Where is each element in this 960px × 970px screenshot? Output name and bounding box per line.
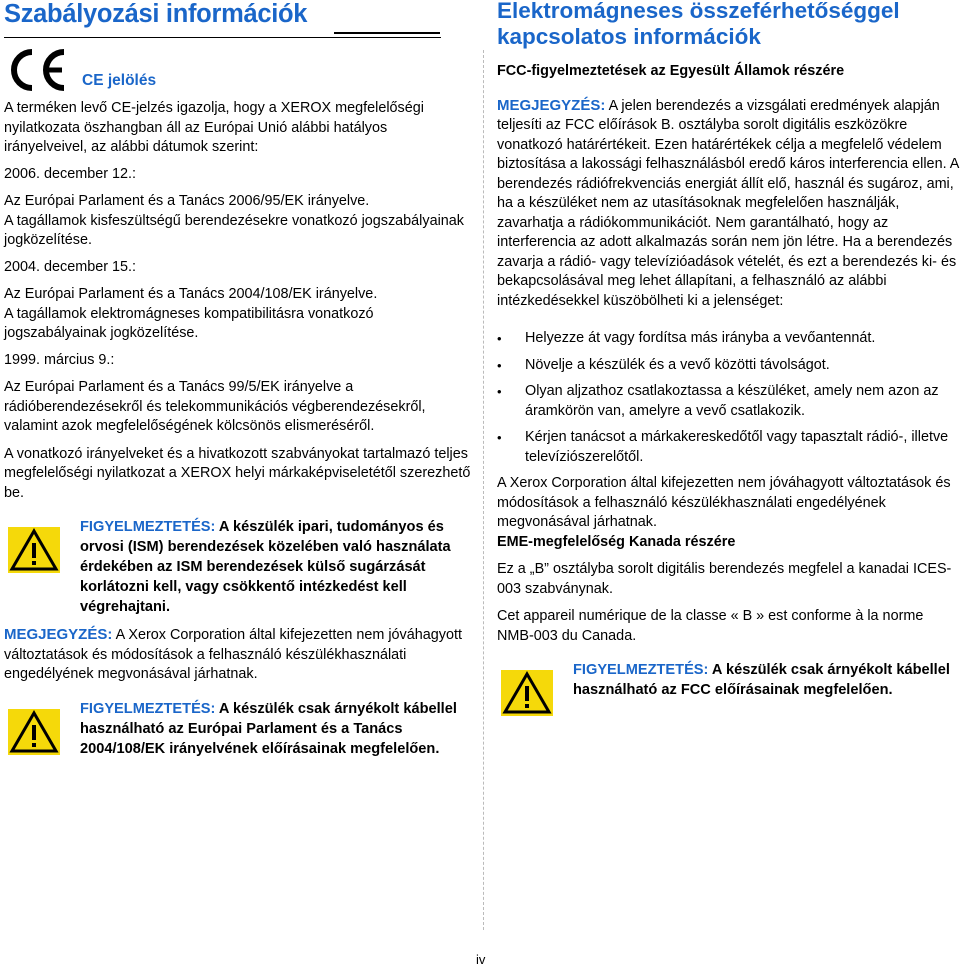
closing-paragraph: A vonatkozó irányelveket és a hivatkozott szabványokat tartalmazó teljes megfelelőségi nyilatkozat a XEROX helyi márkaképviseletétől szerezhető be.: [4, 445, 471, 501]
bullet-icon: •: [497, 384, 502, 399]
canada-heading: EME-megfelelőség Kanada részére: [497, 533, 736, 550]
entry-date: 2006. december 12.:: [4, 165, 137, 182]
bullet-icon: •: [497, 357, 502, 373]
entry-date: 1999. március 9.:: [4, 351, 115, 368]
list-item: [497, 356, 959, 376]
warning-triangle-icon: [501, 670, 553, 716]
entry-line: A tagállamok kisfeszültségű berendezésekre vonatkozó jogszabályainak jogközelítése.: [4, 212, 464, 248]
list-item-text: Növelje a készülék és a vevő közötti távolságot.: [525, 356, 830, 373]
title-rule-thin: [4, 37, 441, 38]
column-divider: [483, 50, 484, 930]
note-body: A Xerox Corporation által kifejezetten nem jóváhagyott változtatások és módosítások a felhasználó készülékhasználati engedélyének megvonásával járhatnak.: [4, 627, 462, 682]
left-title-block: [4, 0, 472, 44]
warning-block: [4, 699, 472, 779]
ce-heading: CE jelölés: [82, 72, 157, 89]
ce-heading-row: [4, 47, 472, 99]
bullet-list: [497, 329, 959, 467]
xerox-paragraph: A Xerox Corporation által kifejezetten nem jóváhagyott változtatások és módosítások a felhasználó készülékhasználati engedélyének megvonásával járhatnak.: [497, 475, 951, 530]
warning-text: [573, 660, 959, 700]
page-title: Szabályozási információk: [4, 0, 308, 28]
bullet-icon: •: [497, 331, 502, 346]
list-item-text: Kérjen tanácsot a márkakereskedőtől vagy tapasztalt rádió-, illetve televíziószerelőtől.: [525, 429, 949, 465]
warning-text: [80, 699, 472, 759]
note-label: MEGJEGYZÉS:: [497, 96, 606, 114]
warning-triangle-icon: [8, 527, 60, 573]
page-number: iv: [476, 952, 486, 967]
canada-fr-paragraph: Cet appareil numérique de la classe « B » est conforme à la norme NMB-003 du Canada.: [497, 608, 924, 644]
entry-line: Az Európai Parlament és a Tanács 99/5/EK irányelve a rádióberendezésekről és telekommunikációs végberendezésekről, valamint azok megfelelőségének kölcsönös elismeréséről.: [4, 379, 426, 434]
fcc-note: [497, 96, 959, 312]
list-item: [497, 329, 959, 349]
title-rule-thick: [334, 32, 440, 34]
entry-date: 2004. december 15.:: [4, 258, 137, 275]
entry-line: Az Európai Parlament és a Tanács 2004/108/EK irányelve.: [4, 286, 378, 302]
warning-body: A készülék ipari, tudományos és orvosi (ISM) berendezések közelében való használata érdekében az ISM berendezések külső sugárzását korlátozni kell, vagy csökkentő intézkedést kell végrehajtani.: [80, 519, 451, 615]
note-body: A jelen berendezés a vizsgálati eredmények alapján teljesíti az FCC előírások B. osztályba sorolt digitális eszközökre vonatkozó határértékeit. Ezen határértékek célja a megfelelő védelem biztosítása a lakossági felhasználásból eredő káros interferencia ellen. A berendezés rádiófrekvenciás energiát állít elő, használ és sugároz, ami, ha a készüléket nem az utasításoknak megfelelően használják, zavarhatja a rádiókommunikációt. Nem garantálható, hogy az interferencia az adott alkalmazás során nem jön létre. Ha a berendezés zavarja a rádió- vagy televízióadások vételét, és ezt a berendezés ki- és bekapcsolásával meg lehet állapítani, a felhasználó az alábbi intézkedésekkel küszöbölheti ki a jelenséget:: [497, 97, 959, 309]
right-column: [497, 0, 959, 740]
canada-hu-paragraph: Ez a „B” osztályba sorolt digitális berendezés megfelel a kanadai ICES-003 szabványnak.: [497, 561, 952, 597]
warning-body: A készülék csak árnyékolt kábellel használható az Európai Parlament és a Tanács 2004/108/EK irányelvének előírásainak megfelelően.: [80, 700, 457, 757]
list-item: [497, 382, 959, 421]
ce-mark-icon: [8, 47, 70, 93]
warning-body: A készülék csak árnyékolt kábellel használható az FCC előírásainak megfelelően.: [573, 662, 950, 698]
note-paragraph: [4, 625, 472, 685]
note-label: MEGJEGYZÉS:: [4, 626, 113, 643]
warning-label: FIGYELMEZTETÉS:: [573, 662, 709, 678]
entry-line: Az Európai Parlament és a Tanács 2006/95/EK irányelve.: [4, 193, 370, 209]
warning-label: FIGYELMEZTETÉS:: [80, 700, 216, 717]
warning-block: [497, 660, 959, 740]
list-item-text: Olyan aljzathoz csatlakoztassa a készüléket, amely nem azon az áramkörön van, amelyre a vevő csatlakozik.: [525, 383, 939, 419]
entry-line: A tagállamok elektromágneses kompatibilitásra vonatkozó jogszabályainak jogközelítése.: [4, 305, 374, 341]
warning-triangle-icon: [8, 709, 60, 755]
list-item-text: Helyezze át vagy fordítsa más irányba a vevőantennát.: [525, 330, 876, 346]
warning-label: FIGYELMEZTETÉS:: [80, 519, 216, 535]
fcc-heading: FCC-figyelmeztetések az Egyesült Államok részére: [497, 63, 845, 79]
warning-block: [4, 517, 472, 617]
bullet-icon: •: [497, 430, 502, 445]
left-column: [4, 0, 472, 779]
section-title: Elektromágneses összeférhetőséggel kapcsolatos információk: [497, 0, 900, 49]
ce-intro: A terméken levő CE-jelzés igazolja, hogy a XEROX megfelelőségi nyilatkozata öszhangban áll az Európai Unió alábbi hatályos irányelveivel, az alábbi dátumok szerint:: [4, 100, 424, 155]
warning-text: [80, 517, 472, 617]
list-item: [497, 428, 959, 467]
